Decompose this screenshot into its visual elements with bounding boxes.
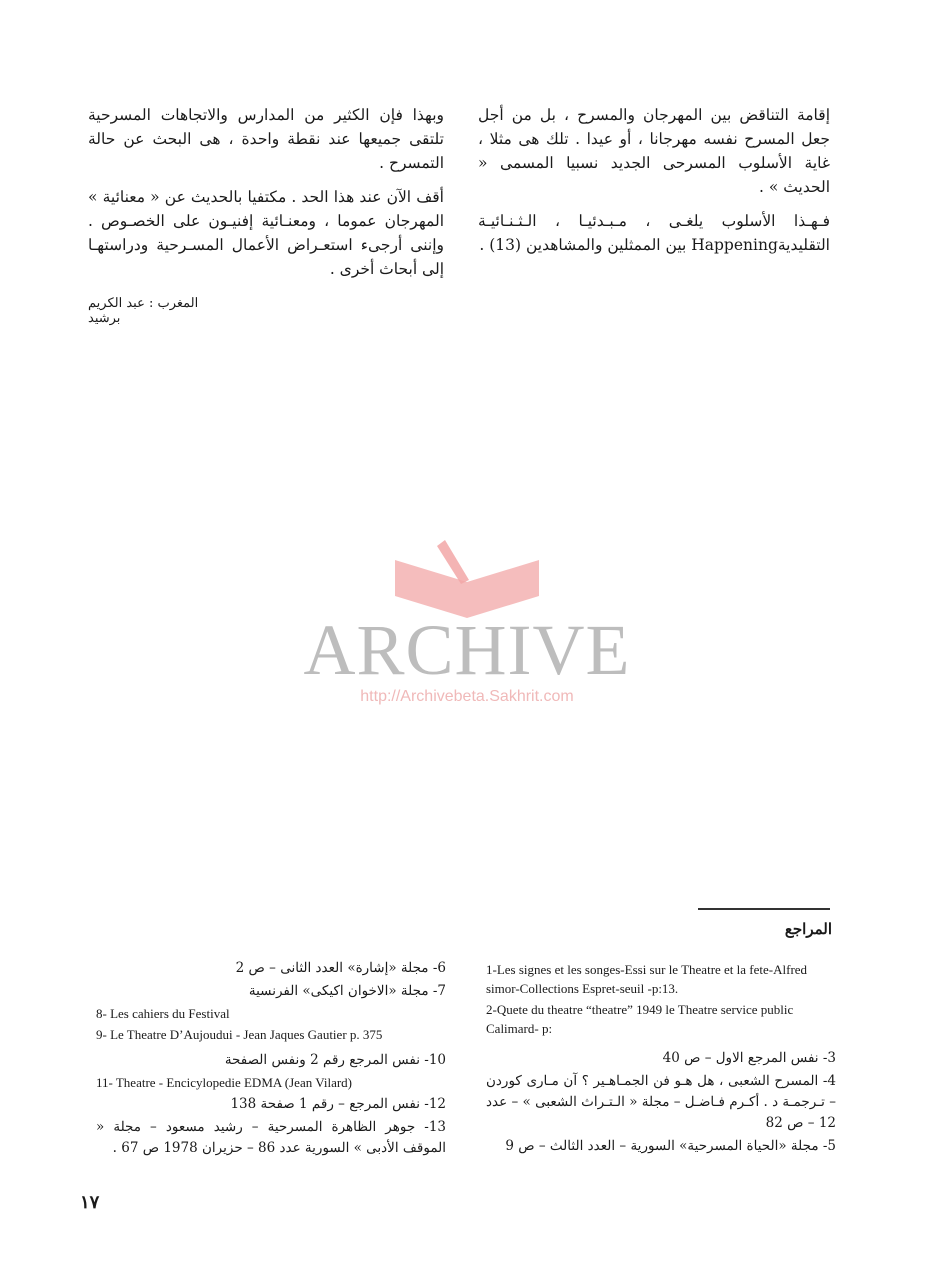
left-text-column: [88, 103, 444, 291]
right-paragraph-2: فـهـذا الأسلوب يلغـى ، مـبـدئيـا ، الـثـنـائيـة التقليديةHappening بين الممثلين والمشاهدين (13) .: [478, 212, 830, 254]
watermark-url: http://Archivebeta.Sakhrit.com: [360, 688, 574, 705]
archive-watermark: [300, 540, 634, 720]
page-number: ١٧: [80, 1192, 100, 1213]
reference-item: 10- نفس المرجع رقم 2 ونفس الصفحة: [224, 1052, 446, 1068]
reference-item: 8- Les cahiers du Festival: [96, 1006, 230, 1021]
references-right-column: [486, 960, 836, 1159]
reference-item: 9- Le Theatre D’Aujoudui - Jean Jaques Gautier p. 375: [96, 1027, 383, 1042]
reference-item: 4- المسرح الشعبى ، هل هـو فن الجمـاهـير ؟ آن مـارى كوردن – تـرجمـة د . أكـرم فـاضـل – مجلة « الـتـراث الشعبى » – عدد 12 – ص 82: [486, 1073, 836, 1131]
reference-item: 2-Quete du theatre “theatre” 1949 le Theatre service public Calimard- p:: [486, 1002, 794, 1036]
reference-item: 3- نفس المرجع الاول – ص 40: [662, 1050, 836, 1066]
reference-item: 1-Les signes et les songes-Essi sur le Theatre et la fete-Alfred simor-Collections Espret-seuil -p:13.: [486, 962, 808, 996]
reference-item: 6- مجلة «إشارة» العدد الثانى – ص 2: [235, 960, 446, 976]
references-divider: [698, 908, 830, 910]
left-paragraph-1: وبهذا فإن الكثير من المدارس والاتجاهات المسرحية تلتقى جميعها عند نقطة واحدة ، هى البحث عن حالة التمسرح .: [88, 106, 444, 172]
references-heading: المراجع: [784, 920, 832, 938]
right-text-column: [478, 103, 830, 267]
author-signature: المغرب : عبد الكريم برشيد: [88, 296, 199, 326]
reference-item: 5- مجلة «الحياة المسرحية» السورية – العدد الثالث – ص 9: [505, 1138, 836, 1154]
open-book-icon: [385, 540, 549, 620]
reference-item: 13- جوهر الظاهرة المسرحية – رشيد مسعود – مجلة « الموقف الأدبى » السورية عدد 86 – حزيران 1978 ص 67 .: [96, 1119, 446, 1156]
left-paragraph-2: أقف الآن عند هذا الحد . مكتفيا بالحديث عن « معنائية » المهرجان عموما ، ومعنـائية إفنيـون على الخصـوص . وإننى أرجىء استعـراض الأعمال المسـرحية ودراستهـا إلى أبحاث أخرى .: [88, 188, 444, 278]
reference-item: 7- مجلة «الاخوان اكيكى» الفرنسية: [248, 983, 446, 999]
references-left-column: [96, 958, 446, 1161]
reference-item: 12- نفس المرجع – رقم 1 صفحة 138: [230, 1096, 446, 1112]
right-paragraph-1: إقامة التناقض بين المهرجان والمسرح ، بل من أجل جعل المسرح نفسه مهرجانا ، أو عيدا . تلك هى مثلا ، غاية الأسلوب المسرحى الجديد نسبيا المسمى « الحديث » .: [478, 106, 830, 196]
watermark-title: ARCHIVE: [303, 610, 631, 690]
reference-item: 11- Theatre - Encicylopedie EDMA (Jean Vilard): [96, 1075, 353, 1090]
